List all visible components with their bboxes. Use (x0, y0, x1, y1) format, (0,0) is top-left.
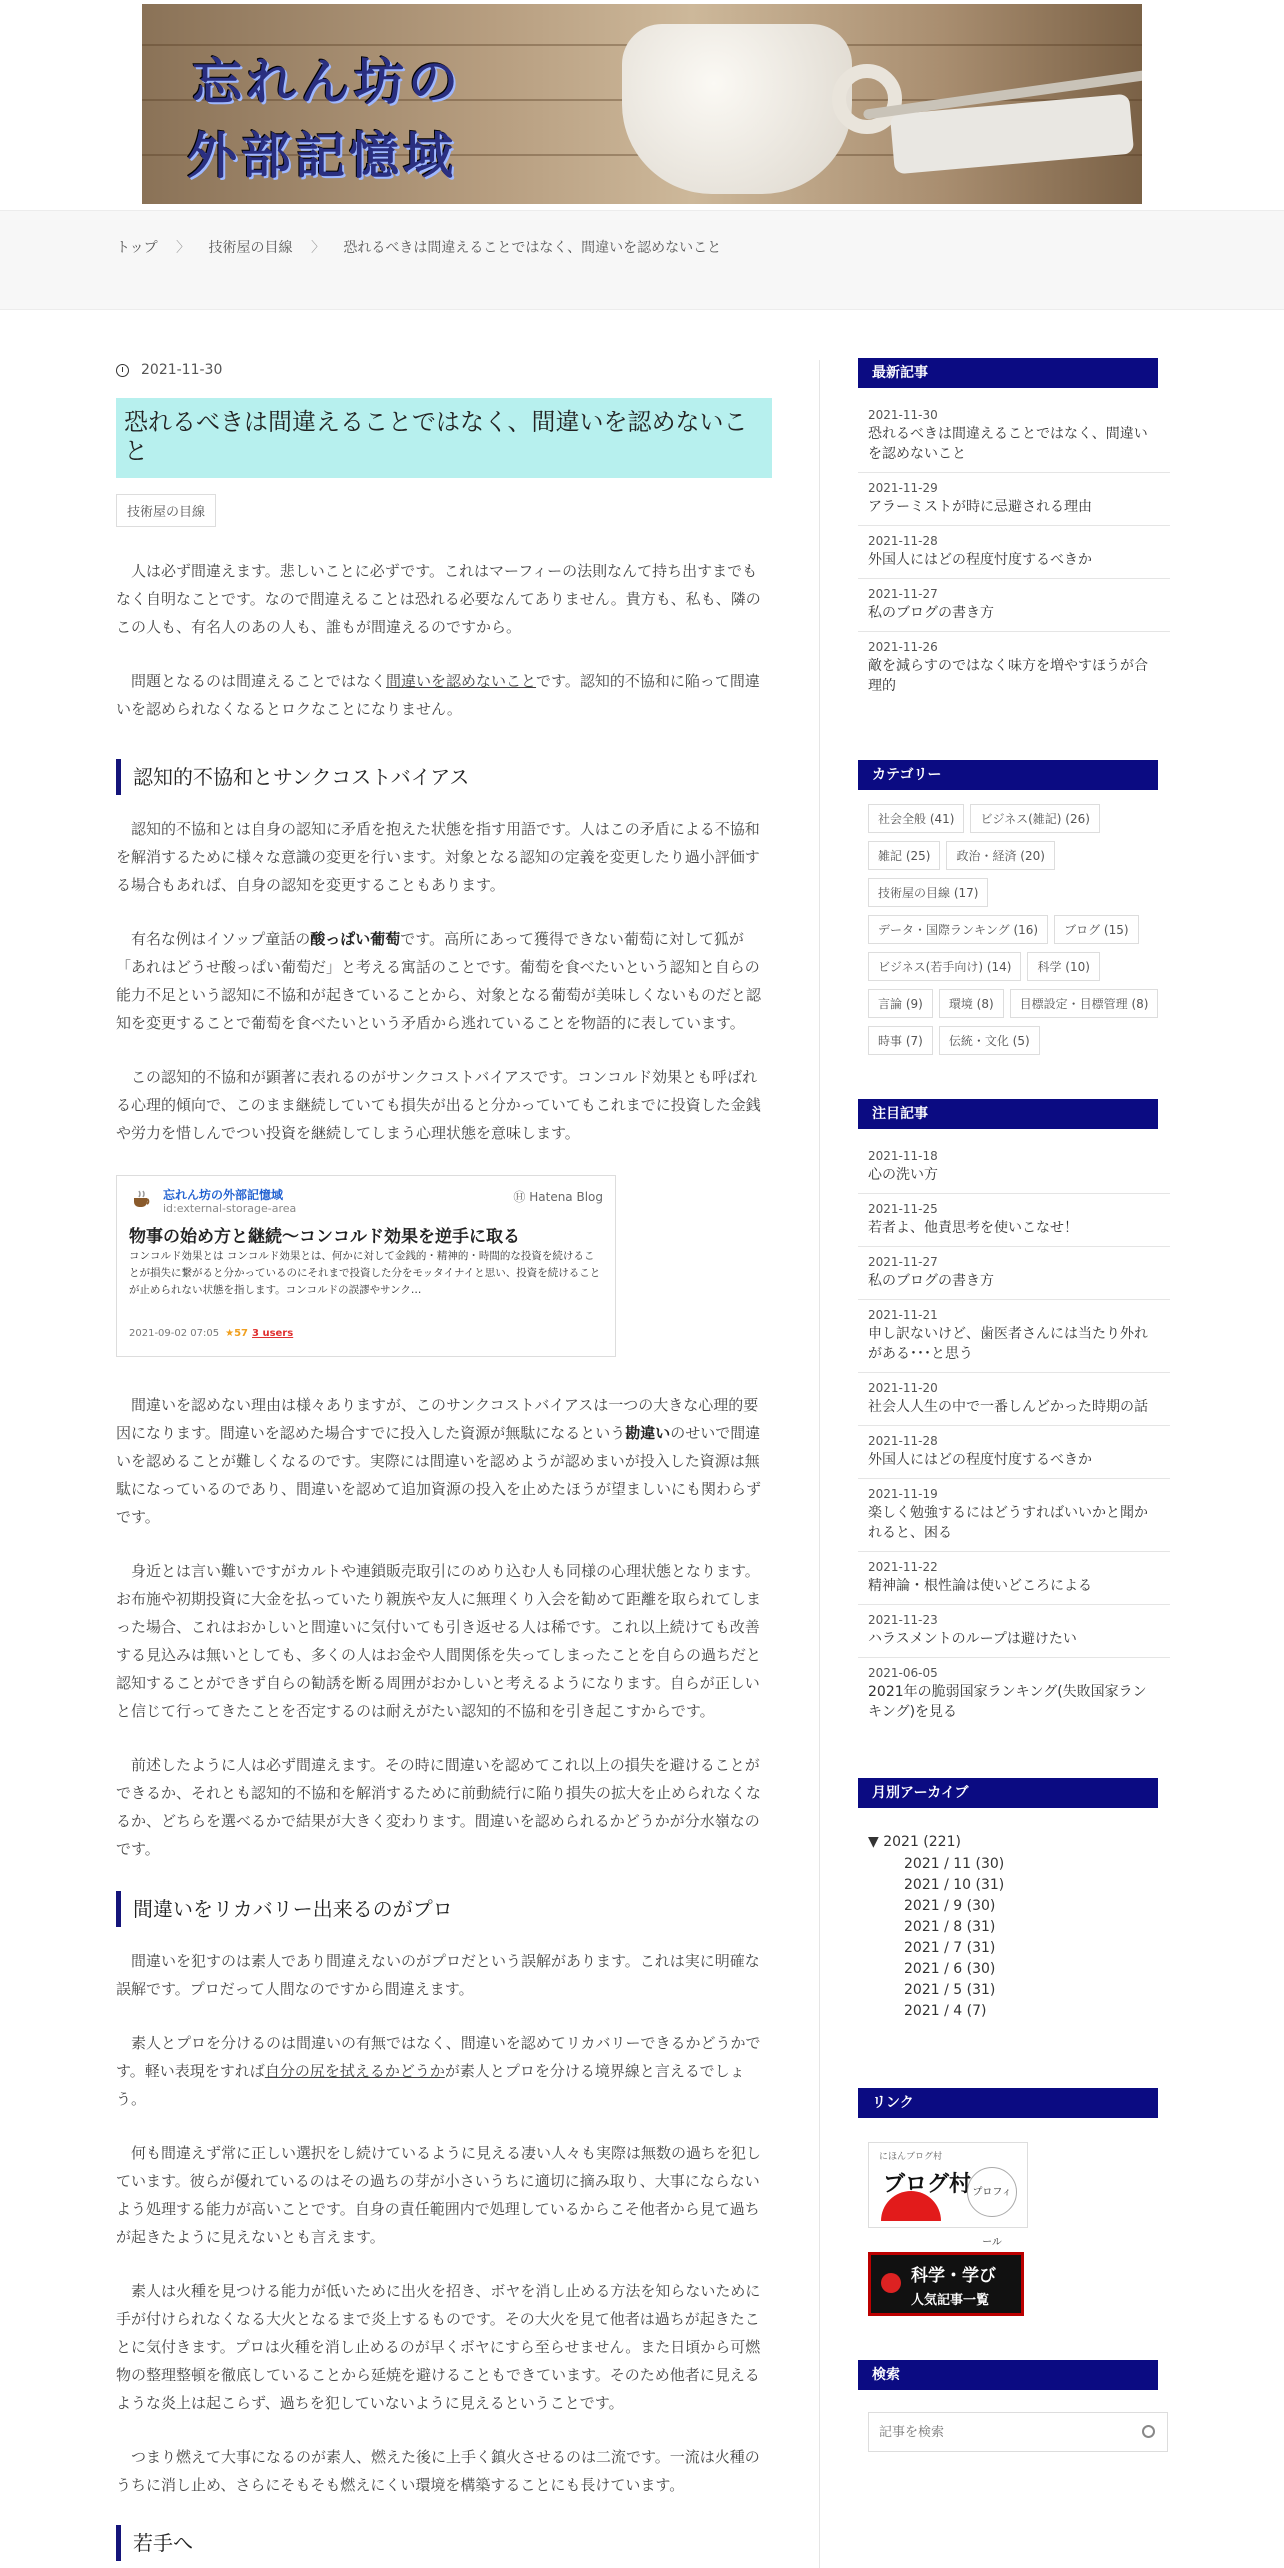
archive-list (858, 1808, 1170, 2048)
recent-posts-heading: 最新記事 (858, 358, 1158, 388)
section-heading-3: 若手へ (116, 2525, 772, 2561)
list-item[interactable] (858, 534, 1170, 579)
science-ranking-line1: 科学・学び (911, 2266, 996, 2286)
archive-month[interactable]: 2021 / 7 (31) (904, 1940, 996, 1956)
category-tag[interactable]: 伝統・文化 (5) (939, 1026, 1040, 1055)
card-blog-name[interactable]: 忘れん坊の外部記憶域 (163, 1188, 284, 1202)
post-date: 2021-11-19 (868, 1487, 938, 1501)
p2-text-b: です。認知的不協和に陥って間違いを認められなくなるとロクなことになりません。 (116, 672, 760, 718)
category-heading: カテゴリー (858, 760, 1158, 790)
blogmura-text: ブログ村 (883, 2172, 972, 2197)
paragraph-7: 身近とは言い難いですがカルトや連鎖販売取引にのめり込む人も同様の心理状態となります。お布施や初期投資に大金を払っていたり親族や友人に無理くり入会を勧めて距離を取られてしまった場合、これはおかしいと間違いに気付いても引き返せる人は稀です。これ以上続けても改善する見込みは無いとしても、多くの人はお金や人間関係を失ってしまったことを自らの過ちだと認知することができず自らの勧誘を断る周囲がおかしいと考えるようになります。自らが正しいと信じて行ってきたことを否定するのは耐えがたい認知的不協和を引き起こすからです。 (116, 1562, 762, 1720)
archive-month[interactable]: 2021 / 6 (30) (904, 1961, 996, 1977)
post-title[interactable]: 精神論・根性論は使いどころによる (868, 1578, 1092, 1594)
category-tag[interactable]: 時事 (7) (868, 1026, 933, 1055)
paragraph-9: 間違いを犯すのは素人であり間違えないのがプロだという誤解があります。これは実に明確な誤解です。プロだって人間なのですから間違えます。 (116, 1952, 760, 1998)
breadcrumb-category[interactable]: 技術屋の目線 (208, 240, 293, 256)
science-ranking-badge[interactable] (868, 2252, 1024, 2316)
p6-text-a: 間違いを認めない理由は様々ありますが、このサンクコストバイアスは一つの大きな心理的要因になります。間違いを認めた場合すでに投入した資源が無駄になるという (116, 1396, 759, 1442)
breadcrumb-sep-icon: 〉 (176, 240, 191, 256)
post-date: 2021-11-22 (868, 1560, 938, 1574)
header (0, 0, 1284, 210)
post-title[interactable]: 申し訳ないけど、歯医者さんには当たり外れがある･･･と思う (868, 1326, 1148, 1362)
post-title[interactable]: 外国人にはどの程度忖度するべきか (868, 552, 1092, 568)
archive-heading: 月別アーカイブ (858, 1778, 1158, 1808)
banner-title-line2: 外部記憶域 (187, 127, 457, 185)
coffee-cup-image (622, 24, 852, 194)
search-heading: 検索 (858, 2360, 1158, 2390)
section-heading-1: 認知的不協和とサンクコストバイアス (116, 759, 772, 795)
post-date: 2021-11-29 (868, 481, 938, 495)
post-title[interactable]: 心の洗い方 (868, 1167, 938, 1183)
breadcrumb-current: 恐れるべきは間違えることではなく、間違いを認めないこと (343, 240, 722, 256)
archive-year-toggle[interactable]: ▼ 2021 (221) (868, 1834, 961, 1850)
paragraph-6 (116, 1391, 772, 1531)
coffee-favicon-icon (131, 1188, 153, 1210)
post-date: 2021-11-20 (868, 1381, 938, 1395)
paragraph-5: この認知的不協和が顕著に表れるのがサンクコストバイアスです。コンコルド効果とも呼ばれる心理的傾向で、このまま継続していても損失が出ると分かっていてもこれまでに投資した金銭や労力を惜しんでつい投資を継続してしまう心理状態を意味します。 (116, 1068, 761, 1142)
p2-text-a: 問題となるのは間違えることではなく (131, 672, 387, 690)
post-date: 2021-11-18 (868, 1149, 938, 1163)
category-tag[interactable]: ビジネス(若手向け) (14) (868, 952, 1021, 981)
post-title[interactable]: 恐れるべきは間違えることではなく、間違いを認めないこと (868, 426, 1148, 462)
search-icon[interactable] (1142, 2425, 1155, 2438)
category-tag[interactable]: 雑記 (25) (868, 841, 940, 870)
paragraph-1: 人は必ず間違えます。悲しいことに必ずです。これはマーフィーの法則なんて持ち出すまでもなく自明なことです。なので間違えることは恐れる必要なんてありません。貴方も、私も、隣のこの人も、有名人のあの人も、誰もが間違えるのですから。 (116, 562, 761, 636)
archive-month[interactable]: 2021 / 8 (31) (904, 1919, 996, 1935)
post-date: 2021-11-25 (868, 1202, 938, 1216)
article-title: 恐れるべきは間違えることではなく、間違いを認めないこと (116, 398, 772, 478)
column-divider (819, 360, 820, 2568)
paragraph-2 (116, 667, 772, 723)
paragraph-3: 認知的不協和とは自身の認知に矛盾を抱えた状態を指す用語です。人はこの矛盾による不協和を解消するために様々な意識の変更を行います。対象となる認知の定義を変更したり過小評価する場合もあれば、自身の認知を変更することもあります。 (116, 820, 760, 894)
post-date: 2021-11-28 (868, 534, 938, 548)
archive-month[interactable]: 2021 / 11 (30) (904, 1856, 1005, 1872)
p10-text-a: 素人とプロを分けるのは間違いの有無ではなく、間違いを認めてリカバリーできるかどうかです。軽い表現をすれば (116, 2034, 761, 2080)
list-item[interactable] (858, 481, 1170, 526)
paragraph-13: つまり燃えて大事になるのが素人、燃えた後に上手く鎮火させるのは二流です。一流は火種のうちに消し止め、さらにそもそも燃えにくい環境を構築することにも長けています。 (116, 2448, 760, 2494)
archive-month[interactable]: 2021 / 4 (7) (904, 2003, 987, 2019)
category-list (858, 790, 1170, 1055)
list-item[interactable] (858, 1381, 1170, 1426)
blogmura-badge[interactable] (868, 2142, 1028, 2248)
post-date: 2021-11-27 (868, 587, 938, 601)
paragraph-11: 何も間違えず常に正しい選択をし続けているように見える凄い人々も実際は無数の過ちを犯しています。彼らが優れているのはその過ちの芽が小さいうちに適切に摘み取り、大事にならないよう処理する能力が高いことです。自身の責任範囲内で処理しているからこそ他者から見て過ちが起きたように見えないとも言えます。 (116, 2144, 762, 2246)
category-tag[interactable]: 政治・経済 (20) (946, 841, 1054, 870)
breadcrumb-bar (0, 210, 1284, 310)
breadcrumb-sep-icon: 〉 (310, 240, 325, 256)
blogmura-sub: にほんブログ村 (879, 2152, 943, 2162)
post-title[interactable]: 楽しく勉強するにはどうすればいいかと聞かれると、困る (868, 1505, 1148, 1541)
breadcrumb (116, 237, 735, 257)
card-description: コンコルド効果とは コンコルド効果とは、何かに対して金銭的・精神的・時間的な投資を続けることが損失に繋がると分かっているのにそれまで投資した分をモッタイナイと思い、投資を続けることが止められない状態を指します。コンコルドの誤謬やサンク… (129, 1250, 601, 1296)
list-item[interactable] (858, 1149, 1170, 1194)
p6-bold: 勘違い (625, 1424, 671, 1442)
sidebar (858, 358, 1170, 2452)
post-date: 2021-11-28 (868, 1434, 938, 1448)
post-date: 2021-11-21 (868, 1308, 938, 1322)
search-input[interactable] (869, 2413, 1109, 2451)
category-tag[interactable]: 言論 (9) (868, 989, 933, 1018)
list-item[interactable] (858, 1487, 1170, 1552)
profile-badge-text[interactable]: プロフィール (967, 2167, 1017, 2217)
list-item[interactable] (858, 1666, 1170, 1730)
blog-card-embed[interactable] (116, 1175, 616, 1357)
card-blog-id: id:external-storage-area (163, 1202, 297, 1215)
category-tag[interactable]: 技術屋の目線 (17) (868, 878, 988, 907)
list-item[interactable] (858, 640, 1170, 704)
post-title[interactable]: 外国人にはどの程度忖度するべきか (868, 1452, 1092, 1468)
p4-bold: 酸っぱい葡萄 (310, 930, 401, 948)
hatena-icon: Ⓗ (513, 1190, 530, 1204)
p4-text-c: です。高所にあって獲得できない葡萄に対して狐が「あれはどうせ酸っぱい葡萄だ」と考える寓話のことです。葡萄を食べたいという認知と自らの能力不足という認知に不協和が起きていることから、対象となる葡萄が美味しくないものだと認知を変更することで葡萄を食べたいという矛盾から逃れていることを物語的に表しています。 (116, 930, 762, 1032)
category-tag[interactable]: 環境 (8) (939, 989, 1004, 1018)
post-date: 2021-06-05 (868, 1666, 938, 1680)
list-item[interactable] (858, 1202, 1170, 1247)
post-date: 2021-11-26 (868, 640, 938, 654)
category-tag[interactable]: データ・国際ランキング (16) (868, 915, 1048, 944)
p10-text-b: が素人とプロを分ける境界線と言えるでしょう。 (116, 2062, 745, 2108)
post-title[interactable]: アラーミストが時に忌避される理由 (868, 499, 1092, 515)
post-title[interactable]: 敵を減らすのではなく味方を増やすほうが合理的 (868, 658, 1148, 694)
post-title[interactable]: 社会人人生の中で一番しんどかった時期の話 (868, 1399, 1148, 1415)
list-item[interactable] (858, 1255, 1170, 1300)
article-category-tag[interactable]: 技術屋の目線 (116, 494, 216, 527)
article-date (116, 350, 772, 390)
banner-title-line1: 忘れん坊の (192, 53, 462, 111)
card-stars[interactable]: ★57 (225, 1328, 249, 1339)
featured-posts-heading: 注目記事 (858, 1099, 1158, 1129)
science-ranking-line2: 人気記事一覧 (911, 2293, 990, 2308)
recent-posts-list (858, 408, 1170, 704)
list-item[interactable] (858, 1434, 1170, 1479)
blog-banner[interactable] (142, 4, 1142, 204)
paragraph-8: 前述したように人は必ず間違えます。その時に間違いを認めてこれ以上の損失を避けることができるか、それとも認知的不協和を解消するために前動続行に陥り損失の拡大を止められなくなるか、どちらを選べるかで結果が大きく変わります。間違いを認められるかどうかが分水嶺なのです。 (116, 1756, 762, 1858)
featured-posts-list (858, 1149, 1170, 1730)
category-tag[interactable]: ビジネス(雑記) (26) (970, 804, 1099, 833)
article-date-text: 2021-11-30 (141, 362, 223, 378)
post-date: 2021-11-27 (868, 1255, 938, 1269)
post-title[interactable]: 私のブログの書き方 (868, 605, 994, 621)
card-service-name: Hatena Blog (529, 1190, 603, 1204)
list-item[interactable] (858, 587, 1170, 632)
archive-month[interactable]: 2021 / 5 (31) (904, 1982, 996, 1998)
p4-text-a: 有名な例はイソップ童話の (131, 930, 311, 948)
archive-month[interactable]: 2021 / 10 (31) (904, 1877, 1005, 1893)
paragraph-10 (116, 2029, 772, 2113)
ranking-logo-icon (881, 2273, 901, 2293)
category-tag[interactable]: 社会全般 (41) (868, 804, 964, 833)
p10-underline: 自分の尻を拭えるかどうか (264, 2062, 445, 2080)
section-heading-2: 間違いをリカバリー出来るのがプロ (116, 1891, 772, 1927)
list-item[interactable] (858, 1308, 1170, 1373)
card-users[interactable]: 3 users (252, 1328, 294, 1339)
p2-underline: 間違いを認めないこと (386, 672, 537, 690)
list-item[interactable] (858, 1560, 1170, 1605)
card-service (513, 1188, 603, 1205)
clock-icon (116, 364, 129, 377)
list-item[interactable] (858, 408, 1170, 473)
post-title[interactable]: ハラスメントのループは避けたい (868, 1631, 1077, 1647)
post-title[interactable]: 2021年の脆弱国家ランキング(失敗国家ランキング)を見る (868, 1684, 1147, 1720)
post-title[interactable]: 私のブログの書き方 (868, 1273, 994, 1289)
card-footer (129, 1328, 293, 1339)
post-title[interactable]: 若者よ、他責思考を使いこなせ！ (868, 1220, 1078, 1236)
article (116, 350, 772, 2561)
list-item[interactable] (858, 1613, 1170, 1658)
links-heading: リンク (858, 2088, 1158, 2118)
paragraph-4 (116, 925, 772, 1037)
card-title[interactable]: 物事の始め方と継続～コンコルド効果を逆手に取る (129, 1227, 520, 1247)
card-date: 2021-09-02 07:05 (129, 1328, 220, 1339)
breadcrumb-home[interactable]: トップ (116, 240, 158, 256)
category-tag[interactable]: 目標設定・目標管理 (8) (1010, 989, 1159, 1018)
search-box (868, 2412, 1168, 2452)
post-date: 2021-11-30 (868, 408, 938, 422)
archive-month[interactable]: 2021 / 9 (30) (904, 1898, 996, 1914)
p6-text-c: のせいで間違いを認めることが難しくなるのです。実際には間違いを認めようが認めまいが投入した資源は無駄になっているのであり、間違いを認めて追加資源の投入を止めたほうが望ましいにも関わらずです。 (116, 1424, 762, 1526)
category-tag[interactable]: ブログ (15) (1054, 915, 1138, 944)
post-date: 2021-11-23 (868, 1613, 938, 1627)
paragraph-12: 素人は火種を見つける能力が低いために出火を招き、ボヤを消し止める方法を知らないために手が付けられなくなる大火となるまで炎上するものです。その大火を見て他者は過ちが起きたことに気付きます。プロは火種を消し止めるのが早くボヤにすら至らせません。また日頃から可燃物の整理整頓を徹底していることから延焼を避けることもできています。そのため他者に見えるような炎上は起こらず、過ちを犯していないように見えるということです。 (116, 2282, 761, 2412)
category-tag[interactable]: 科学 (10) (1027, 952, 1099, 981)
